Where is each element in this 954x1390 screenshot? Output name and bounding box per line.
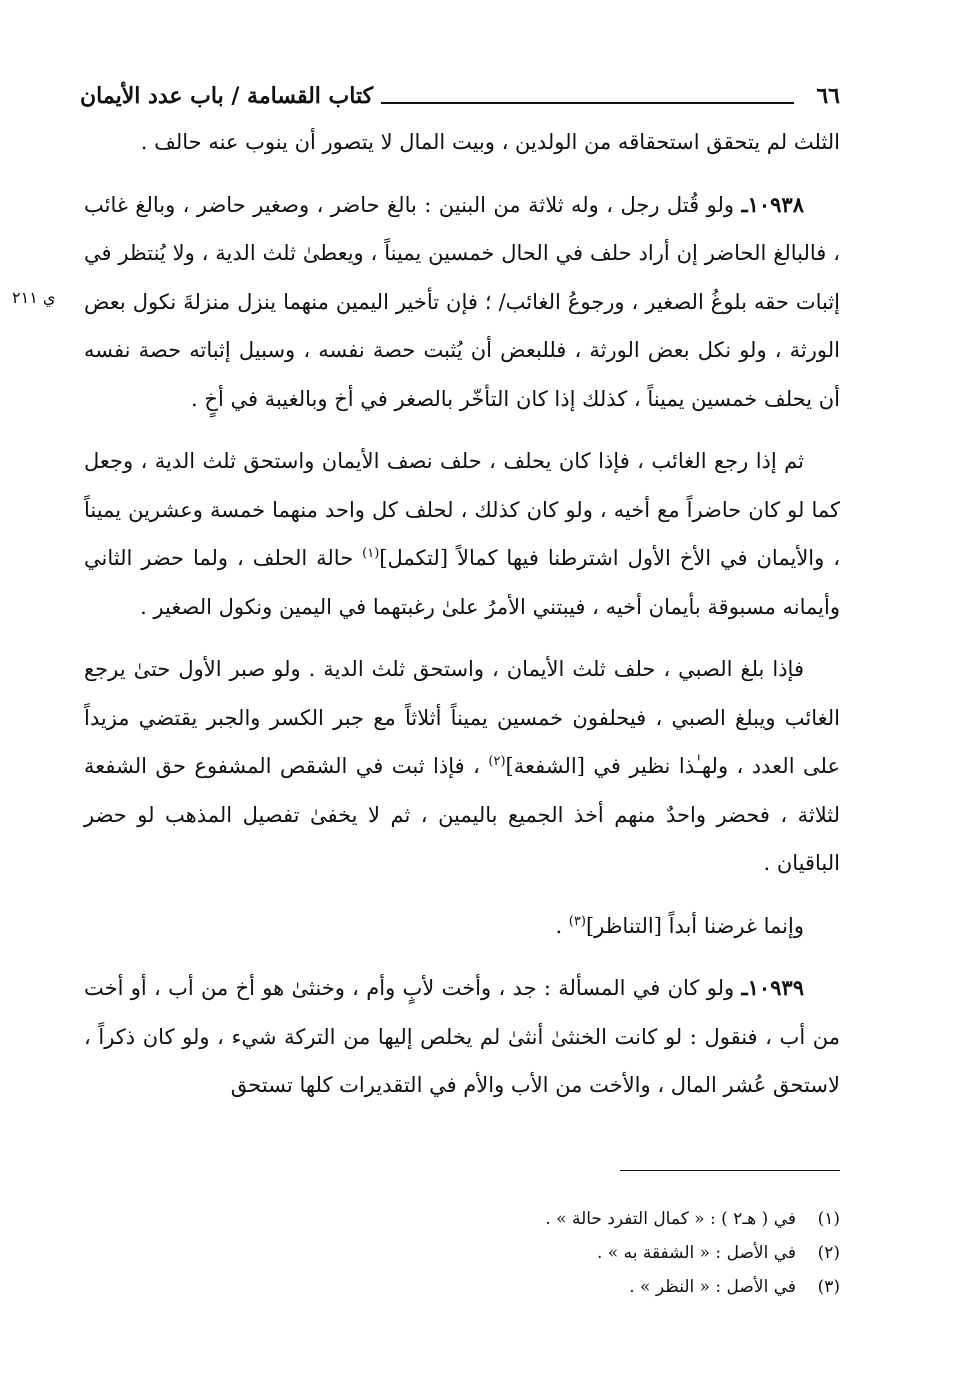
paragraph-text: ولو قُتل رجل ، وله ثلاثة من البنين : بالغ حاضر ، وصغير حاضر ، وبالغ غائب ، فالبالغ الحاضر إن أراد حلف في الحال خمسين يميناً ، ويعطىٰ ثلث الدية ، ولا يُنتظر في إثبات حقه بلوغُ الصغير ، ورجوعُ الغائب/ ؛ فإن تأخير اليمين منهما ينزل منزلةَ نكول بعض الورثة ، ولو نكل بعض الورثة ، فللبعض أن يُثبت حصة نفسه ، وسبيل إثباته حصة نفسه أن يحلف خمسين يميناً ، كذلك إذا كان التأخّر بالصغر في أخ وبالغيبة في أخٍ . — [84, 192, 840, 411]
footnote-ref: (٣) — [568, 913, 586, 929]
footnotes — [300, 1202, 840, 1304]
footnote-ref: (٢) — [488, 754, 506, 769]
paragraph-text: ، فإذا ثبت في الشقص المشفوع حق الشفعة لثلاثة ، فحضر واحدٌ منهم أخذ الجميع باليمين ، ثم لا يخفىٰ تفصيل المذهب لو حضر الباقيان . — [84, 754, 840, 875]
footnote — [300, 1236, 840, 1270]
running-header — [80, 76, 840, 116]
paragraph-text: ولو كان في المسألة : جد ، وأخت لأبٍ وأم ، وخنثىٰ هو أخ من أب ، أو أخت من أب ، فنقول : لو كانت الخنثىٰ أنثىٰ لم يخلص إليها من التركة شيء ، ولو كان ذكراً ، لاستحق عُشر المال ، والأخت من الأب والأم في التقديرات كلها تستحق — [84, 976, 840, 1097]
issue-number: ١٠٩٣٩ـ — [741, 975, 804, 1000]
paragraph-continuation — [84, 118, 840, 167]
page-number: ٦٦ — [816, 83, 840, 109]
paragraph-text: حالة الحلف ، ولما حضر الثاني وأيمانه مسبوقة بأيمان أخيه ، فيبتني الأمرُ علىٰ رغبتهما في اليمين ونكول الصغير . — [84, 546, 840, 619]
footnote-ref: (١) — [362, 546, 380, 561]
footnote — [300, 1202, 840, 1236]
footnote — [300, 1270, 840, 1304]
paragraph-text: الثلث لم يتحقق استحقاقه من الولدين ، وبيت المال لا يتصور أن ينوب عنه حالف . — [140, 130, 840, 154]
footnote-text: في الأصل : « الشفقة به » . — [596, 1243, 796, 1263]
footnote-mark: (٣) — [817, 1277, 840, 1297]
paragraph-10939 — [84, 964, 840, 1110]
issue-number: ١٠٩٣٨ـ — [741, 191, 804, 217]
paragraph-text: ثم إذا رجع الغائب ، فإذا كان يحلف ، حلف نصف الأيمان واستحق ثلث الدية ، وجعل كما لو كان حاضراً مع أخيه ، ولو كان كذلك ، لحلف كل واحد منهما خمسة وعشرين يميناً ، والأيمان في الأخ الأول اشترطنا فيها كمالاً [لتكمل] — [84, 449, 840, 570]
paragraph — [84, 902, 840, 951]
footnote-rule — [620, 1170, 840, 1171]
header-rule — [381, 102, 794, 104]
footnote-text: في ( هـ٢ ) : « كمال التفرد حالة » . — [545, 1209, 796, 1229]
main-text — [84, 118, 840, 1124]
paragraph-text: . — [555, 913, 569, 938]
chapter-title: كتاب القسامة / باب عدد الأيمان — [80, 83, 374, 109]
manuscript-margin-note: ي ٢١١ — [12, 288, 56, 307]
paragraph-10938 — [84, 181, 840, 424]
paragraph-text: فإذا بلغ الصبي ، حلف ثلث الأيمان ، واستحق ثلث الدية . ولو صبر الأول حتىٰ يرجع الغائب ويبلغ الصبي ، فيحلفون خمسين يميناً أثلاثاً مع جبر الكسر والجبر يقتضي مزيداً على العدد ، ولهـٰذا نظير في [الشفعة] — [84, 657, 840, 778]
footnote-mark: (١) — [817, 1209, 840, 1229]
footnote-mark: (٢) — [817, 1243, 840, 1263]
paragraph-text: وإنما غرضنا أبداً [التناظر] — [585, 913, 804, 938]
footnote-text: في الأصل : « النظر » . — [629, 1277, 796, 1297]
paragraph — [84, 645, 840, 888]
paragraph — [84, 437, 840, 631]
